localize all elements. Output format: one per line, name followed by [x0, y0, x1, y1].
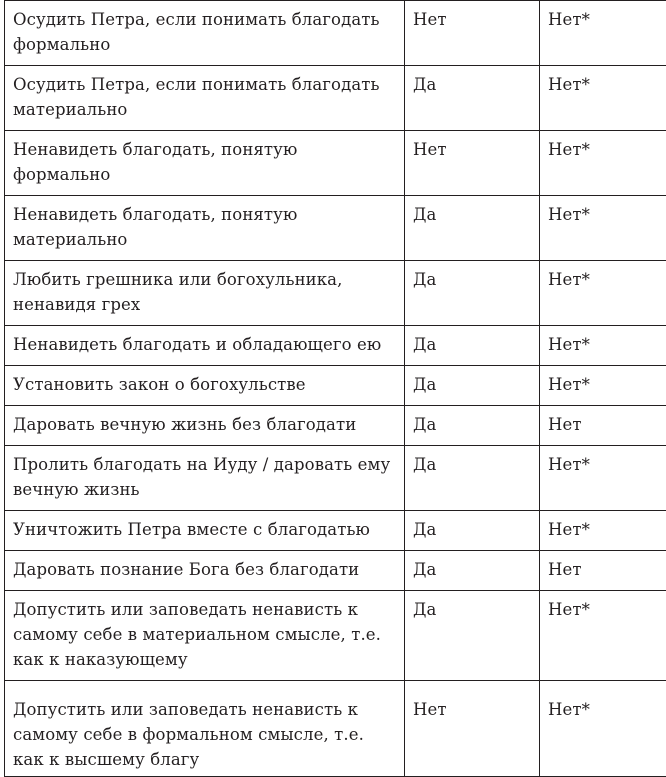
- answer-cell-col2: [405, 196, 540, 261]
- action-cell: [5, 196, 405, 261]
- answer-cell-col2: [405, 66, 540, 131]
- action-cell: [5, 366, 405, 406]
- answer-col2: Да: [413, 517, 531, 542]
- action-text: Осудить Петра, если понимать благодать материально: [13, 72, 396, 122]
- action-cell: [5, 681, 405, 777]
- table-row: [5, 196, 666, 261]
- action-text: Ненавидеть благодать, понятую формально: [13, 137, 396, 187]
- action-cell: [5, 326, 405, 366]
- answer-col3: Нет*: [548, 137, 665, 162]
- action-text: Допустить или заповедать ненависть к самому себе в материальном смысле, т.е. как к наказующему: [13, 597, 396, 672]
- action-text: Любить грешника или богохульника, ненавидя грех: [13, 267, 396, 317]
- answer-col2: Да: [413, 72, 531, 97]
- table-body: [5, 1, 666, 777]
- action-text: Осудить Петра, если понимать благодать формально: [13, 7, 396, 57]
- answer-cell-col2: [405, 261, 540, 326]
- answer-cell-col3: [540, 196, 666, 261]
- action-cell: [5, 551, 405, 591]
- action-text: Пролить благодать на Иуду / даровать ему вечную жизнь: [13, 452, 396, 502]
- answer-cell-col3: [540, 366, 666, 406]
- action-cell: [5, 1, 405, 66]
- answer-col3: Нет*: [548, 267, 665, 292]
- answer-col2: Да: [413, 412, 531, 437]
- answer-cell-col3: [540, 511, 666, 551]
- answer-cell-col2: [405, 551, 540, 591]
- table-row: [5, 326, 666, 366]
- action-cell: [5, 66, 405, 131]
- answer-col2: Да: [413, 372, 531, 397]
- answer-col2: Нет: [413, 7, 531, 32]
- table-row: [5, 366, 666, 406]
- action-cell: [5, 511, 405, 551]
- action-cell: [5, 591, 405, 681]
- answer-col2: Да: [413, 202, 531, 227]
- action-text: Даровать вечную жизнь без благодати: [13, 412, 396, 437]
- answer-cell-col3: [540, 66, 666, 131]
- table-row: [5, 681, 666, 777]
- table-row: [5, 131, 666, 196]
- table-row: [5, 511, 666, 551]
- answer-col2: Да: [413, 332, 531, 357]
- answer-col2: Нет: [413, 697, 531, 722]
- table-row: [5, 66, 666, 131]
- table-row: [5, 591, 666, 681]
- answer-col3: Нет*: [548, 517, 665, 542]
- answer-cell-col2: [405, 1, 540, 66]
- answer-cell-col2: [405, 446, 540, 511]
- table-row: [5, 551, 666, 591]
- answer-col3: Нет*: [548, 202, 665, 227]
- table-row: [5, 446, 666, 511]
- answer-col3: Нет*: [548, 332, 665, 357]
- answer-cell-col3: [540, 1, 666, 66]
- answer-cell-col2: [405, 681, 540, 777]
- answer-cell-col2: [405, 131, 540, 196]
- answer-cell-col3: [540, 261, 666, 326]
- answer-col3: Нет: [548, 557, 665, 582]
- action-cell: [5, 261, 405, 326]
- answer-col3: Нет*: [548, 452, 665, 477]
- answer-col3: Нет*: [548, 7, 665, 32]
- answer-cell-col3: [540, 551, 666, 591]
- answer-col3: Нет*: [548, 697, 665, 722]
- answer-cell-col2: [405, 326, 540, 366]
- answer-col2: Да: [413, 452, 531, 477]
- action-cell: [5, 131, 405, 196]
- answer-cell-col3: [540, 131, 666, 196]
- answer-cell-col2: [405, 406, 540, 446]
- answer-col2: Да: [413, 597, 531, 622]
- answer-cell-col3: [540, 406, 666, 446]
- answer-cell-col3: [540, 681, 666, 777]
- answer-col3: Нет*: [548, 72, 665, 97]
- action-text: Даровать познание Бога без благодати: [13, 557, 396, 582]
- answer-cell-col2: [405, 511, 540, 551]
- answer-col2: Да: [413, 557, 531, 582]
- table-row: [5, 406, 666, 446]
- comparison-table: [4, 0, 666, 777]
- action-text: Уничтожить Петра вместе с благодатью: [13, 517, 396, 542]
- answer-col2: Нет: [413, 137, 531, 162]
- action-cell: [5, 446, 405, 511]
- answer-col3: Нет: [548, 412, 665, 437]
- answer-col3: Нет*: [548, 597, 665, 622]
- table-row: [5, 1, 666, 66]
- action-cell: [5, 406, 405, 446]
- action-text: Ненавидеть благодать и обладающего ею: [13, 332, 396, 357]
- table-row: [5, 261, 666, 326]
- action-text: Ненавидеть благодать, понятую материально: [13, 202, 396, 252]
- action-text: Установить закон о богохульстве: [13, 372, 396, 397]
- answer-cell-col3: [540, 326, 666, 366]
- answer-cell-col2: [405, 366, 540, 406]
- answer-col2: Да: [413, 267, 531, 292]
- answer-cell-col3: [540, 446, 666, 511]
- answer-cell-col3: [540, 591, 666, 681]
- answer-col3: Нет*: [548, 372, 665, 397]
- answer-cell-col2: [405, 591, 540, 681]
- action-text: Допустить или заповедать ненависть к самому себе в формальном смысле, т.е. как к высшему благу: [13, 697, 396, 772]
